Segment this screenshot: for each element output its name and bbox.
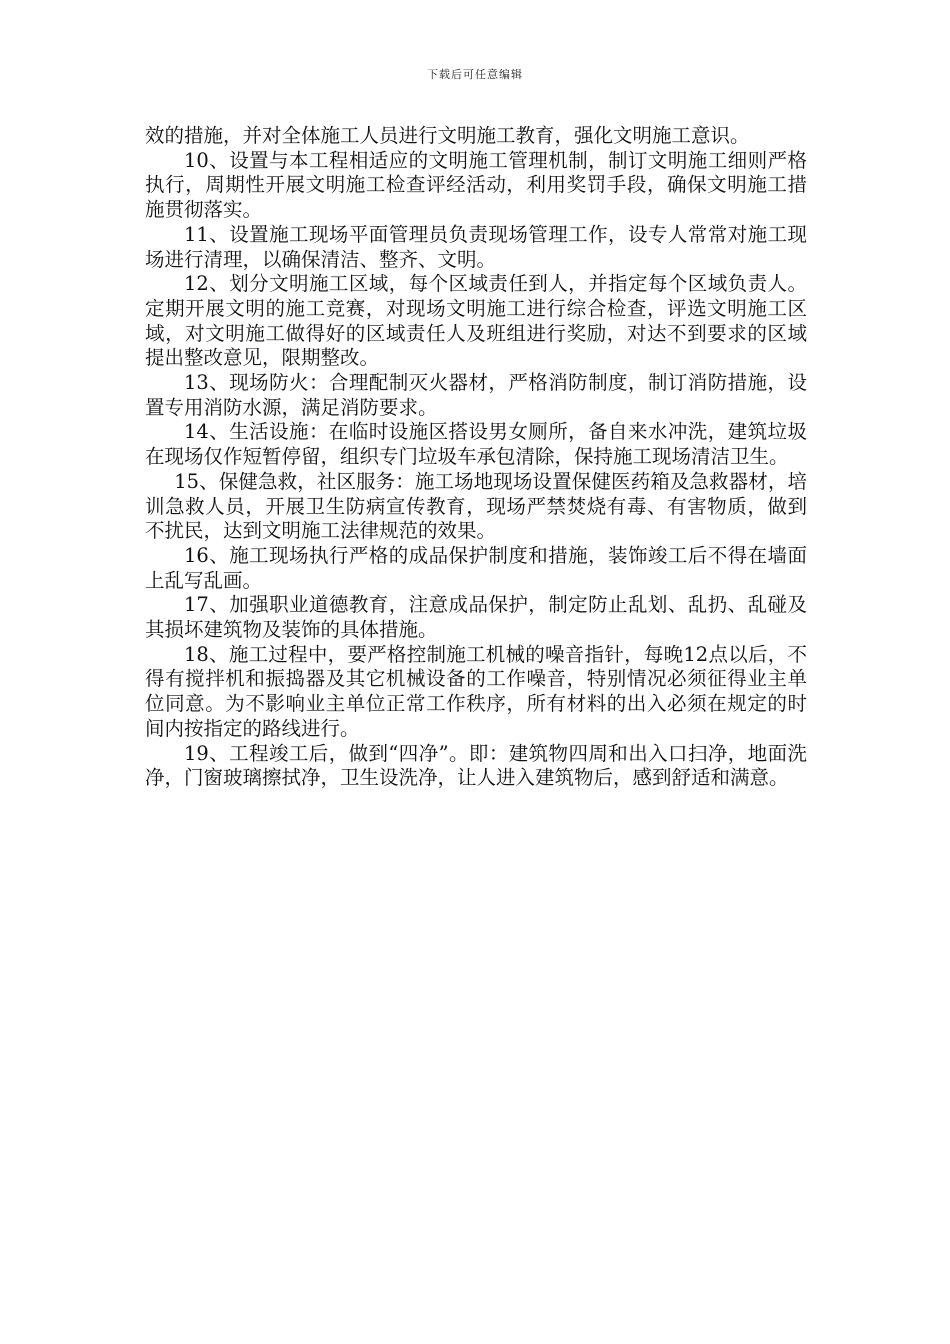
page-header-note: 下载后可任意编辑 [427, 68, 523, 81]
paragraph-item-15: 15、保健急救，社区服务：施工场地现场设置保健医药箱及急救器材，培训急救人员，开展卫生防病宣传教育，现场严禁焚烧有毒、有害物质，做到不扰民，达到文明施工法律规范的效果。 [145, 469, 807, 543]
paragraph-item-11: 11、设置施工现场平面管理员负责现场管理工作，设专人常常对施工现场进行清理，以确保清洁、整齐、文明。 [145, 222, 807, 271]
paragraph-item-18: 18、施工过程中，要严格控制施工机械的噪音指针，每晚12点以后，不得有搅拌机和振捣器及其它机械设备的工作噪音，特别情况必须征得业主单位同意。为不影响业主单位正常工作秩序，所有材料的出入必须在规定的时间内按指定的路线进行。 [145, 642, 807, 740]
paragraph-item-16: 16、施工现场执行严格的成品保护制度和措施，装饰竣工后不得在墙面上乱写乱画。 [145, 543, 807, 592]
paragraph-item-13: 13、现场防火：合理配制灭火器材，严格消防制度，制订消防措施，设置专用消防水源，满足消防要求。 [145, 371, 807, 419]
document-body [145, 124, 807, 791]
paragraph-item-19: 19、工程竣工后，做到“四净”。即：建筑物四周和出入口扫净，地面洗净，门窗玻璃擦拭净，卫生设洗净，让人进入建筑物后，感到舒适和满意。 [145, 741, 807, 790]
paragraph-item-17: 17、加强职业道德教育，注意成品保护，制定防止乱划、乱扔、乱碰及其损坏建筑物及装饰的具体措施。 [145, 593, 807, 642]
paragraph-item-12: 12、划分文明施工区域，每个区域责任到人，并指定每个区域负责人。定期开展文明的施工竞赛，对现场文明施工进行综合检查，评选文明施工区域，对文明施工做得好的区域责任人及班组进行奖励，对达不到要求的区域提出整改意见，限期整改。 [145, 272, 807, 370]
paragraph-continuation: 效的措施，并对全体施工人员进行文明施工教育，强化文明施工意识。 [145, 124, 750, 147]
paragraph-item-14: 14、生活设施：在临时设施区搭设男女厕所，备自来水冲洗，建筑垃圾在现场仅作短暂停留，组织专门垃圾车承包清除，保持施工现场清洁卫生。 [145, 420, 807, 469]
paragraph-item-10: 10、设置与本工程相适应的文明施工管理机制，制订文明施工细则严格执行，周期性开展文明施工检查评经活动，利用奖罚手段，确保文明施工措施贯彻落实。 [145, 148, 807, 222]
